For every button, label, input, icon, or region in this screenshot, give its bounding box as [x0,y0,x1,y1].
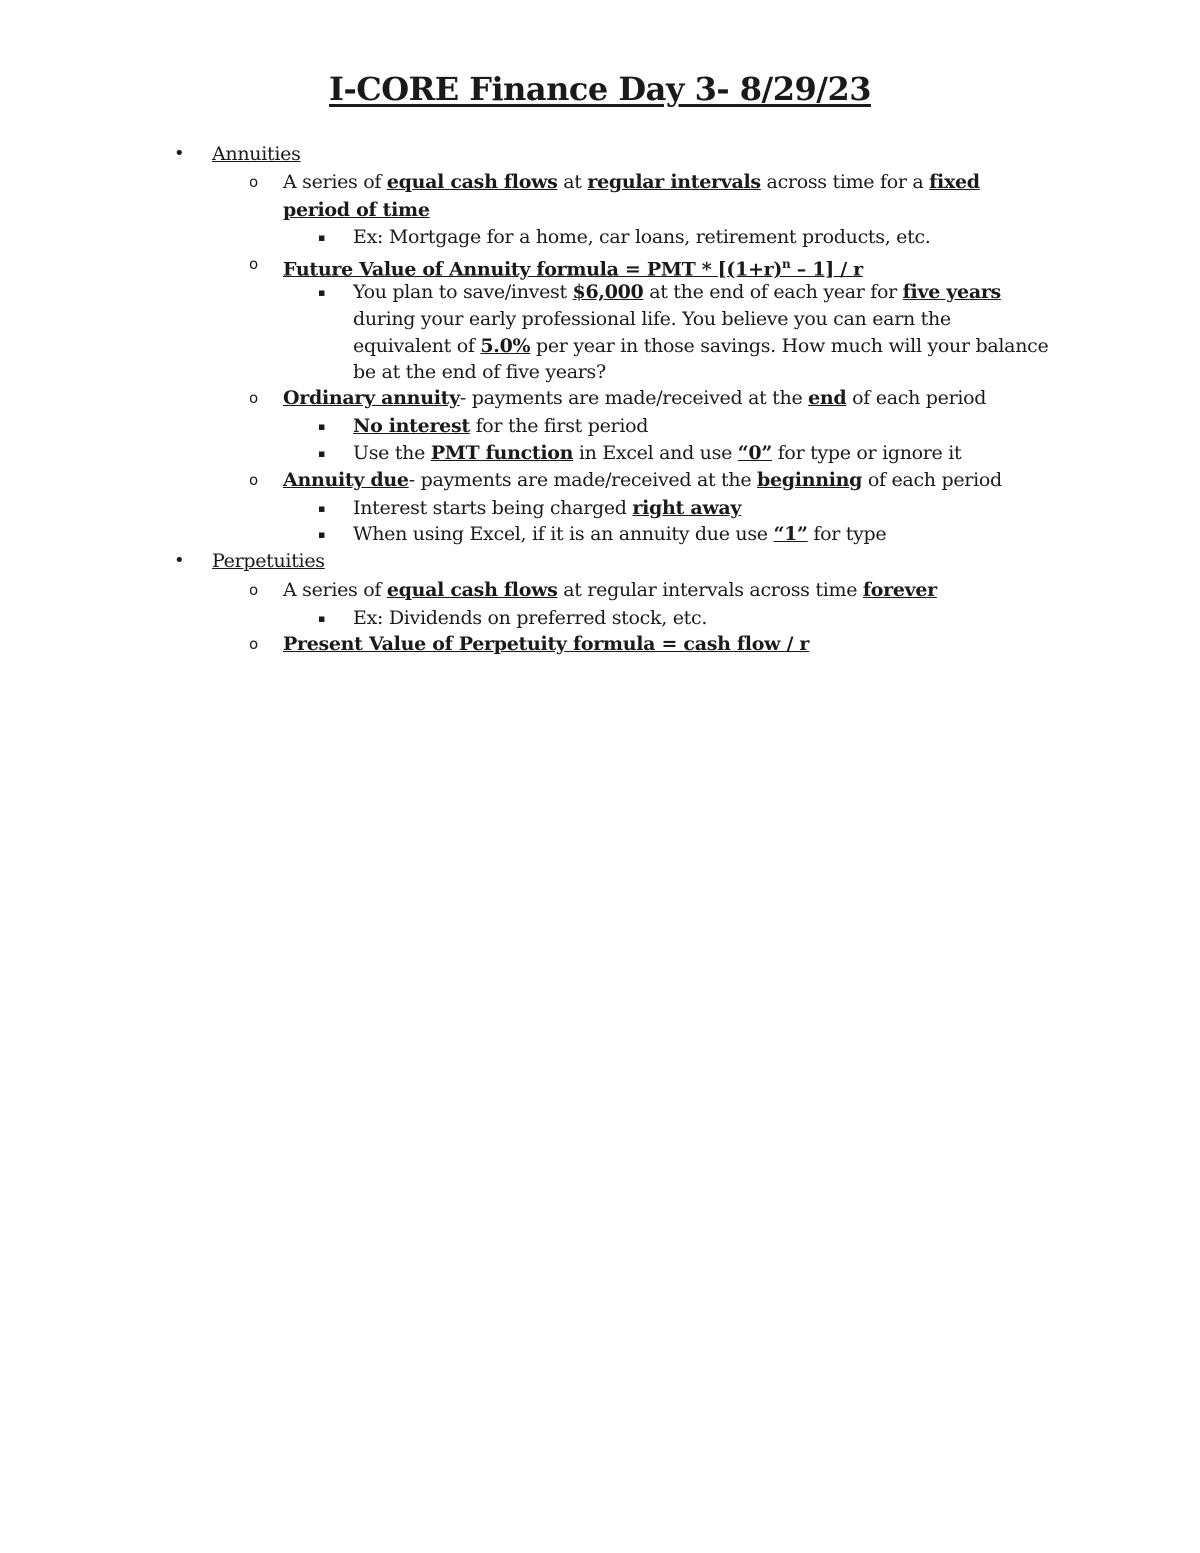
bullet-marker: o [249,581,259,599]
due-sub-2 [353,521,886,548]
text-span: across time for a [760,171,930,193]
emphasis-end: end [808,387,847,409]
text-span: for type [807,523,887,545]
bullet-marker: o [249,173,259,191]
bullet-marker: ▪ [318,502,326,515]
text-span: A series of [283,171,387,193]
problem-line-4: be at the end of five years? [353,361,606,383]
emphasis-amount: $6,000 [572,281,644,303]
text-span: per year in those savings. How much will your balance [530,335,1049,357]
pv-perpetuity-formula: Present Value of Perpetuity formula = cash flow / r [283,633,810,655]
bullet-marker: ▪ [318,528,326,541]
problem-line-2: during your early professional life. You believe you can earn the [353,308,951,330]
bullet-marker: o [249,255,259,273]
bullet-marker: o [249,635,259,653]
text-span: at the end of each year for [643,281,903,303]
emphasis-rate: 5.0% [480,335,531,357]
due-sub-1 [353,495,741,522]
ordinary-annuity [283,385,986,412]
text-span: You plan to save/invest [353,281,573,303]
emphasis-no-interest: No interest [353,415,470,437]
ordinary-sub-1 [353,413,648,440]
emphasis-fixed: fixed [929,171,980,193]
text-span: When using Excel, if it is an annuity due use [353,523,774,545]
emphasis-forever: forever [862,579,937,601]
heading-annuities: Annuities [212,143,301,165]
emphasis-five-years: five years [902,281,1001,303]
text-span: Future Value of Annuity formula = PMT * [(1+r) [283,258,783,281]
emphasis-pmt-function: PMT function [430,442,574,464]
text-span: A series of [283,579,387,601]
text-span: Use the [353,442,431,464]
text-span: at [557,171,588,193]
emphasis-right-away: right away [632,497,742,519]
text-span: equivalent of [353,335,481,357]
bullet-marker: • [174,143,185,164]
emphasis-beginning: beginning [757,469,863,491]
text-span: - payments are made/received at the [459,387,809,409]
bullet-marker: • [174,550,185,571]
text-span: - payments are made/received at the [408,469,758,491]
problem-line-3 [353,333,1048,360]
emphasis-equal-cash-flows: equal cash flows [386,579,558,601]
emphasis-annuity-due: Annuity due [283,469,409,491]
emphasis-type-1: “1” [773,523,808,545]
perpetuity-definition [283,577,937,604]
bullet-marker: o [249,389,259,407]
annuity-due [283,467,1002,494]
text-span: for type or ignore it [771,442,962,464]
ordinary-sub-2 [353,440,961,467]
text-span: of each period [862,469,1002,491]
annuity-definition-line-1 [283,169,980,196]
heading-perpetuities: Perpetuities [212,550,325,572]
page-title: I-CORE Finance Day 3- 8/29/23 [329,70,871,108]
problem-line-1 [353,279,1001,306]
bullet-marker: ▪ [318,231,326,244]
annuity-example: Ex: Mortgage for a home, car loans, retirement products, etc. [353,226,931,248]
annuity-definition-line-2: period of time [283,199,430,221]
bullet-marker: o [249,471,259,489]
text-span: of each period [846,387,987,409]
bullet-marker: ▪ [318,447,326,460]
perpetuity-example: Ex: Dividends on preferred stock, etc. [353,607,708,629]
emphasis-type-0: “0” [737,442,772,464]
text-span: at regular intervals across time [557,579,863,601]
emphasis-ordinary-annuity: Ordinary annuity [283,387,460,409]
bullet-marker: ▪ [318,286,326,299]
emphasis-regular-intervals: regular intervals [587,171,761,193]
text-span: Interest starts being charged [353,497,633,519]
exponent: n [782,257,791,271]
text-span: for the first period [469,415,649,437]
emphasis-equal-cash-flows: equal cash flows [386,171,558,193]
bullet-marker: ▪ [318,420,326,433]
text-span: – 1] / r [790,258,863,281]
text-span: in Excel and use [573,442,738,464]
bullet-marker: ▪ [318,612,326,625]
